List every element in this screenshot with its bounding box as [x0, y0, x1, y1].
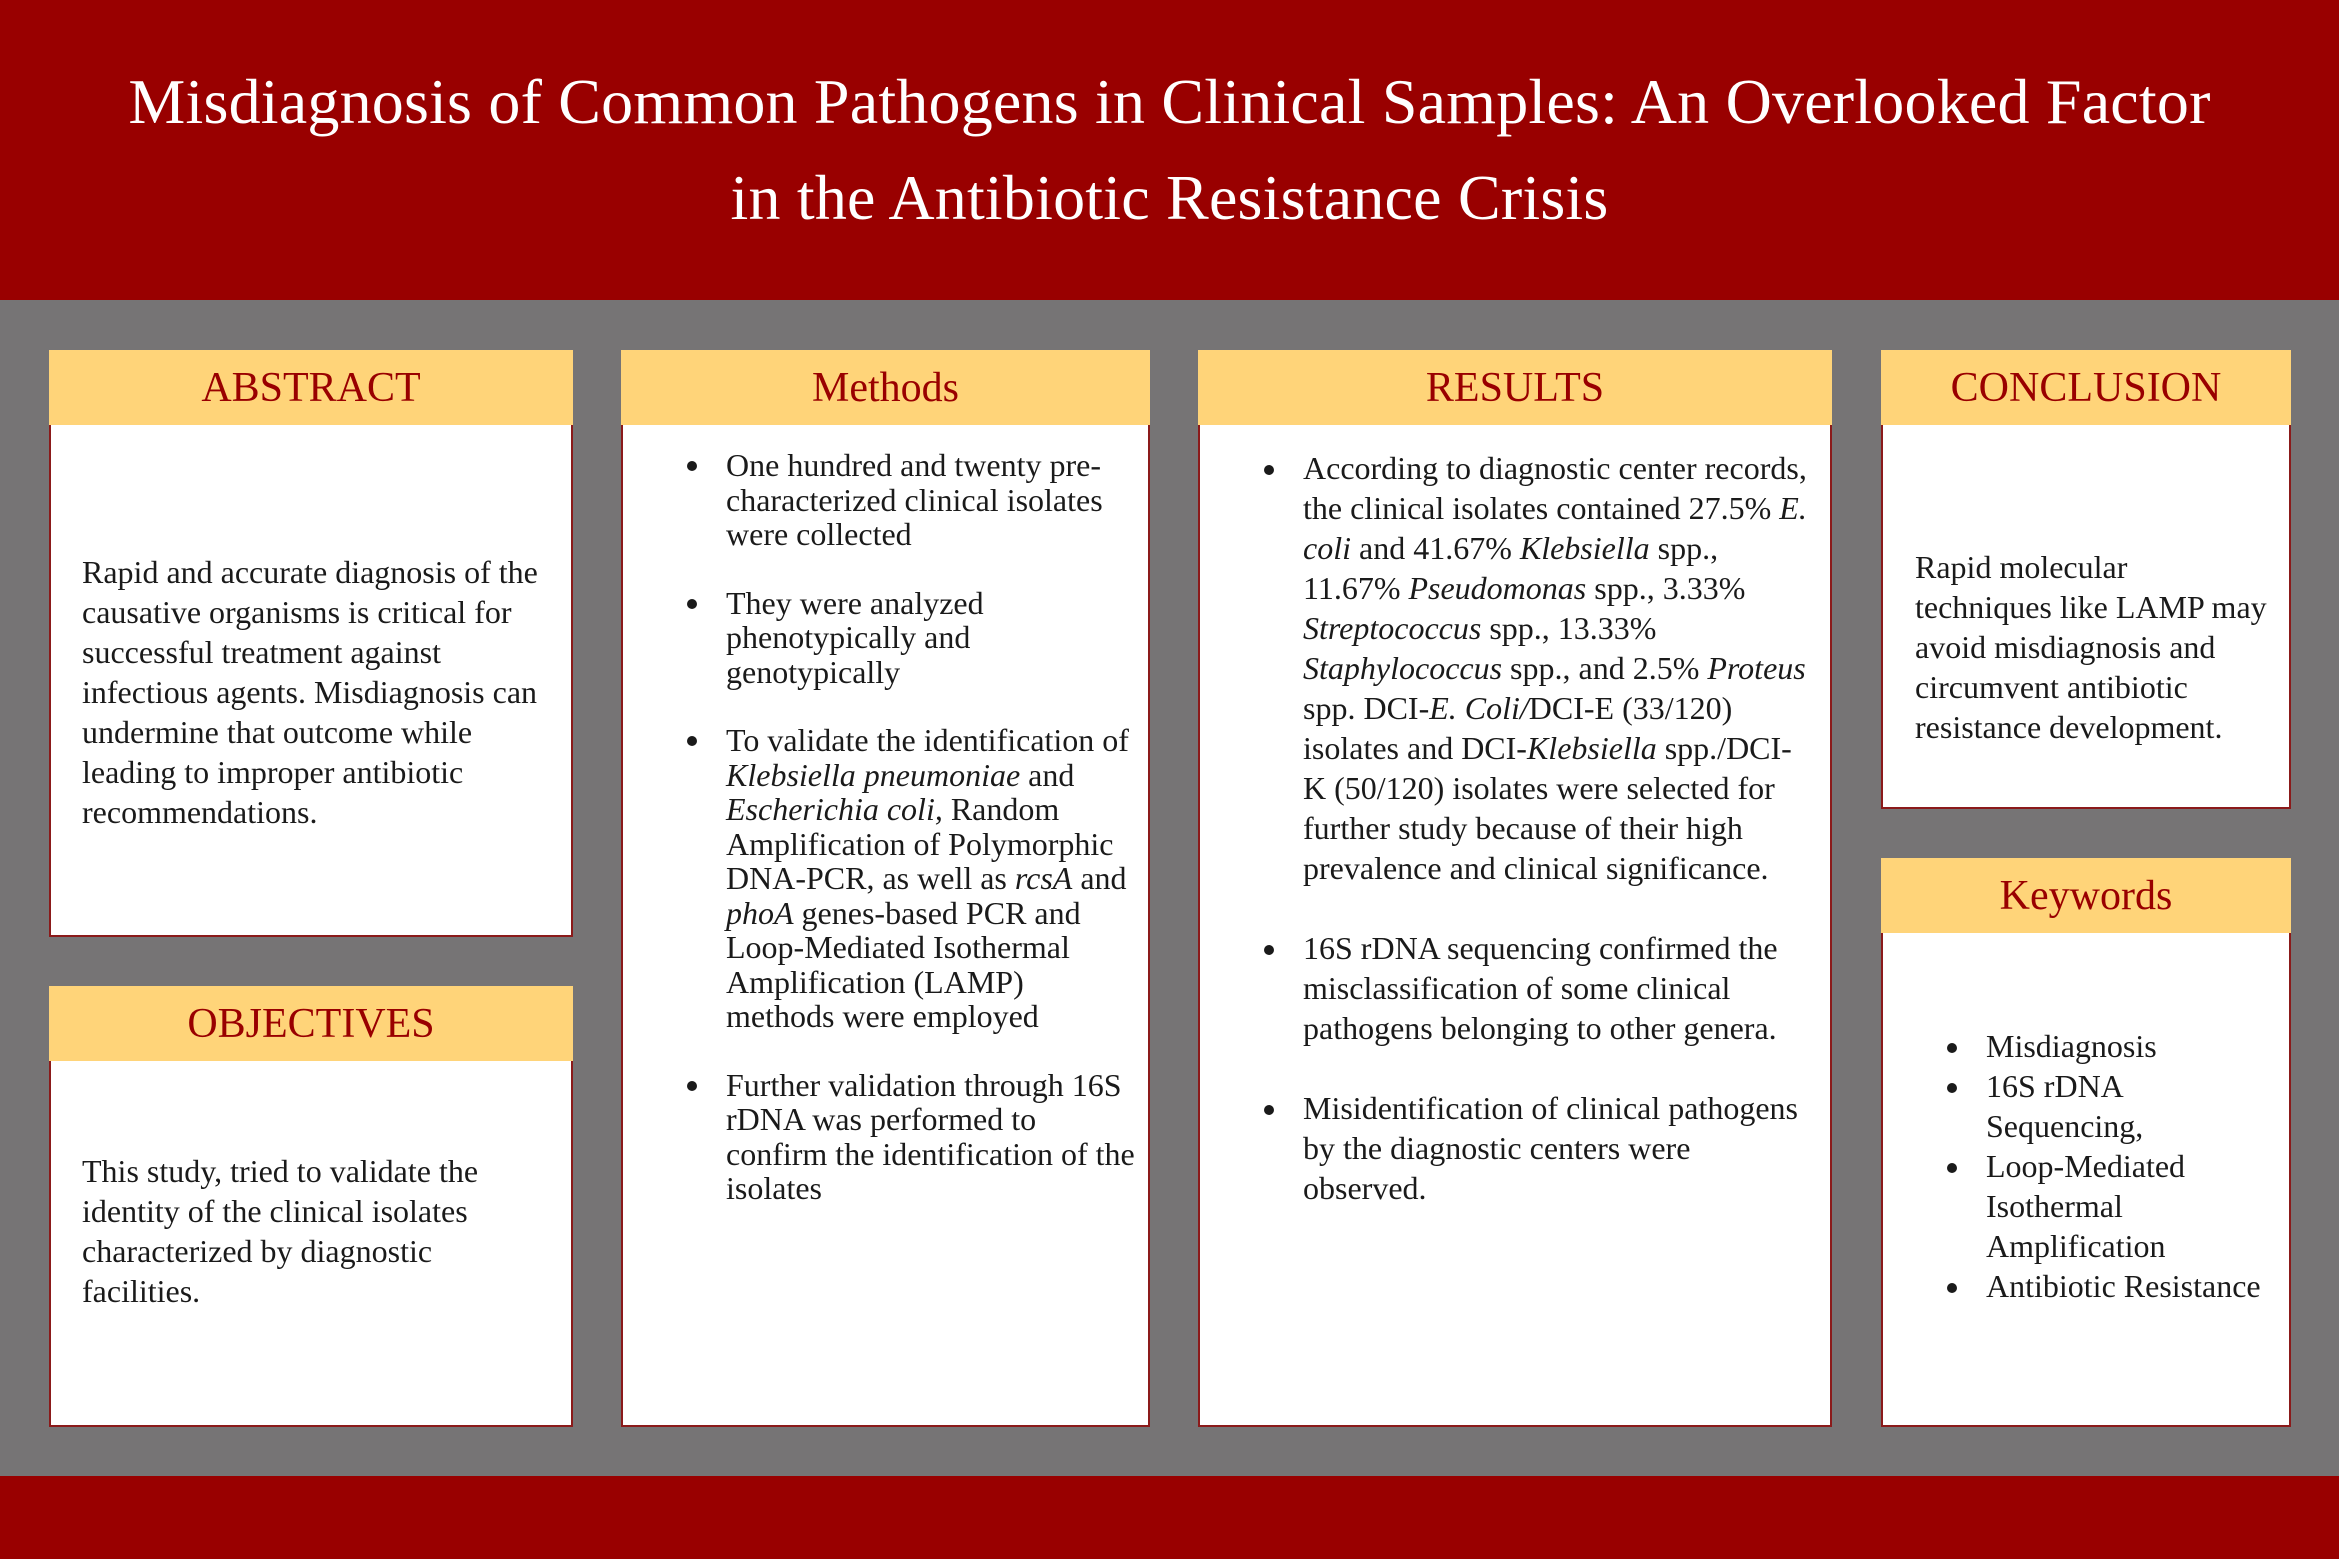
- conclusion-panel: [1881, 350, 2291, 809]
- methods-item-3-text-e: Random Amplification of Polymorphic DNA-PCR, as well as: [726, 791, 1114, 896]
- abstract-text: Rapid and accurate diagnosis of the causative organisms is critical for successful treatment against infectious agents. Misdiagnosis can undermine that outcome while leading to improper antibiotic recommendations.: [82, 554, 538, 830]
- methods-item-4: Further validation through 16S rDNA was performed to confirm the identification of the isolates: [726, 1068, 1138, 1206]
- results-text-o: DCI-E (33/120) isolates and DCI-: [1303, 690, 1733, 766]
- keywords-heading: Keywords: [1881, 858, 2291, 933]
- methods-item-3-text-a: To validate the identification of: [726, 722, 1129, 758]
- results-species-klebsiella-2: Klebsiella: [1526, 730, 1657, 766]
- methods-item-3-species-a: Klebsiella pneumoniae: [726, 756, 1021, 793]
- results-text-i: spp., 13.33%: [1489, 610, 1657, 646]
- methods-panel: [621, 350, 1150, 1427]
- results-text-m: spp. DCI-: [1303, 690, 1430, 726]
- abstract-panel: [49, 350, 573, 937]
- keywords-body: [1883, 933, 2289, 1425]
- results-panel: [1198, 350, 1832, 1427]
- objectives-panel: [49, 986, 573, 1427]
- methods-list: [726, 448, 1138, 1240]
- results-item-2: 16S rDNA sequencing confirmed the misclassification of some clinical pathogens belonging to other genera.: [1303, 928, 1812, 1048]
- poster-title-line-2: in the Antibiotic Resistance Crisis: [730, 162, 1609, 233]
- results-species-staphylococcus: Staphylococcus: [1303, 650, 1503, 686]
- objectives-heading: OBJECTIVES: [49, 986, 573, 1061]
- objectives-text: This study, tried to validate the identity of the clinical isolates characterized by diagnostic facilities.: [82, 1153, 479, 1309]
- keyword-item: Misdiagnosis: [1986, 1026, 2279, 1066]
- methods-item-3-species-b: Escherichia coli,: [726, 791, 943, 827]
- poster-footer: [0, 1476, 2339, 1559]
- results-text-g: spp., 3.33%: [1594, 570, 1746, 606]
- abstract-heading: ABSTRACT: [49, 350, 573, 425]
- results-text-k: spp., and 2.5%: [1510, 650, 1700, 686]
- methods-item-3-text-c: and: [1028, 756, 1075, 793]
- results-species-ecoli: E. coli: [1303, 490, 1807, 566]
- conclusion-text: Rapid molecular techniques like LAMP may avoid misdiagnosis and circumvent antibiotic resistance development.: [1915, 549, 2267, 745]
- results-text-e: spp., 11.67%: [1303, 530, 1719, 606]
- poster-header: [0, 0, 2339, 300]
- results-species-streptococcus: Streptococcus: [1303, 610, 1482, 646]
- results-body: [1200, 425, 1830, 1425]
- results-list: [1303, 448, 1812, 1248]
- results-item-1: [1303, 448, 1812, 888]
- results-species-ecoli-2: E. Coli/: [1429, 690, 1529, 726]
- conclusion-heading: CONCLUSION: [1881, 350, 2291, 425]
- poster-title-line-1: Misdiagnosis of Common Pathogens in Clinical Samples: An Overlooked Factor: [128, 66, 2211, 137]
- conclusion-body: [1883, 425, 2289, 807]
- results-text-a: According to diagnostic center records, the clinical isolates contained 27.5%: [1303, 450, 1807, 526]
- results-text-c: and 41.67%: [1358, 530, 1512, 566]
- methods-item-3-text-i: genes-based PCR and Loop-Mediated Isothermal Amplification (LAMP) methods were employed: [726, 894, 1081, 1034]
- methods-item-3-gene-a: rcsA: [1014, 860, 1073, 896]
- poster-title: [128, 54, 2210, 246]
- methods-item-3: [726, 723, 1138, 1034]
- keywords-panel: [1881, 858, 2291, 1427]
- results-species-klebsiella: Klebsiella: [1519, 530, 1650, 566]
- methods-item-3-gene-b: phoA: [726, 894, 794, 931]
- results-species-proteus: Proteus: [1707, 650, 1806, 686]
- abstract-body: [51, 425, 571, 935]
- keyword-item: Antibiotic Resistance: [1986, 1266, 2279, 1306]
- methods-item-2: They were analyzed phenotypically and genotypically: [726, 586, 1138, 690]
- methods-item-3-text-g: and: [1080, 860, 1127, 896]
- results-item-3: Misidentification of clinical pathogens by the diagnostic centers were observed.: [1303, 1088, 1812, 1208]
- methods-item-1: One hundred and twenty pre-characterized clinical isolates were collected: [726, 448, 1138, 552]
- objectives-body: [51, 1061, 571, 1425]
- keyword-item: Loop-Mediated Isothermal Amplification: [1986, 1146, 2279, 1266]
- keywords-list: [1986, 1026, 2279, 1306]
- methods-heading: Methods: [621, 350, 1150, 425]
- methods-body: [623, 425, 1148, 1425]
- results-heading: RESULTS: [1198, 350, 1832, 425]
- results-species-pseudomonas: Pseudomonas: [1408, 570, 1587, 606]
- keyword-item: 16S rDNA Sequencing,: [1986, 1066, 2279, 1146]
- results-text-q: spp./DCI-K (50/120) isolates were selected for further study because of their high prevalence and clinical significance.: [1303, 730, 1792, 886]
